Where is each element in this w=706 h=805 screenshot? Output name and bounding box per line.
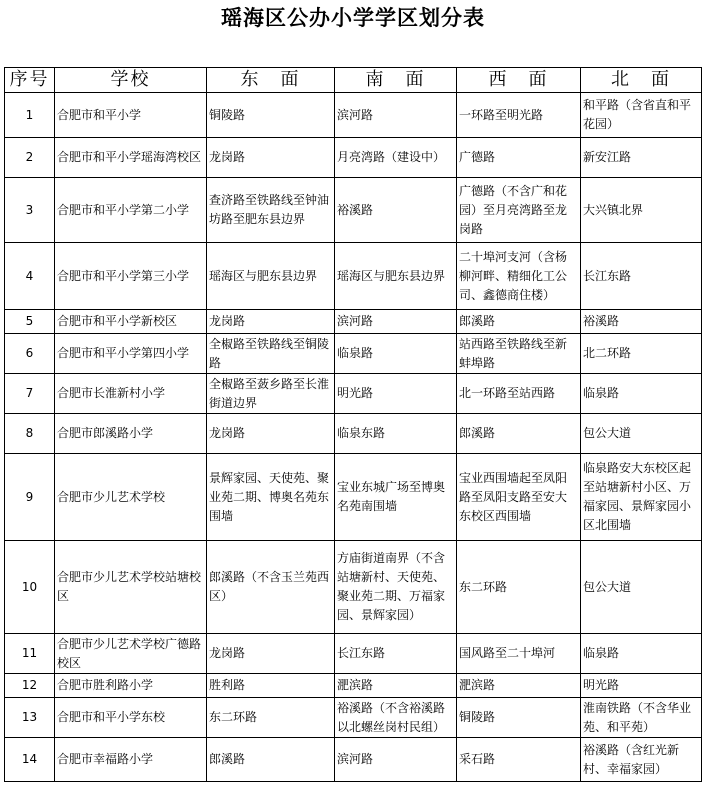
cell-west: 郎溪路 — [457, 414, 581, 454]
cell-index: 5 — [5, 310, 55, 334]
cell-north: 包公大道 — [581, 414, 702, 454]
cell-north: 明光路 — [581, 674, 702, 698]
cell-north: 北二环路 — [581, 334, 702, 374]
cell-index: 12 — [5, 674, 55, 698]
cell-north: 淮南铁路（不含华业苑、和平苑） — [581, 698, 702, 738]
table-row — [5, 698, 702, 738]
cell-south: 月亮湾路（建设中） — [335, 138, 457, 178]
cell-north: 裕溪路 — [581, 310, 702, 334]
cell-east: 景辉家园、天使苑、聚业苑二期、博奥名苑东围墙 — [207, 454, 335, 541]
cell-east: 龙岗路 — [207, 634, 335, 674]
cell-index: 7 — [5, 374, 55, 414]
cell-east: 查济路至铁路线至钟油坊路至肥东县边界 — [207, 178, 335, 243]
cell-school: 合肥市胜利路小学 — [55, 674, 207, 698]
cell-school: 合肥市和平小学新校区 — [55, 310, 207, 334]
cell-south: 裕溪路（不含裕溪路以北螺丝岗村民组） — [335, 698, 457, 738]
header-school: 学校 — [55, 68, 207, 93]
cell-school: 合肥市和平小学第三小学 — [55, 243, 207, 310]
cell-school: 合肥市和平小学第二小学 — [55, 178, 207, 243]
cell-west: 站西路至铁路线至新蚌埠路 — [457, 334, 581, 374]
cell-index: 14 — [5, 738, 55, 782]
cell-index: 8 — [5, 414, 55, 454]
cell-north: 大兴镇北界 — [581, 178, 702, 243]
cell-index: 3 — [5, 178, 55, 243]
cell-south: 长江东路 — [335, 634, 457, 674]
cell-west: 北一环路至站西路 — [457, 374, 581, 414]
cell-south: 淝滨路 — [335, 674, 457, 698]
cell-south: 滨河路 — [335, 738, 457, 782]
cell-south: 临泉东路 — [335, 414, 457, 454]
cell-east: 龙岗路 — [207, 310, 335, 334]
cell-east: 胜利路 — [207, 674, 335, 698]
header-north: 北 面 — [581, 68, 702, 93]
cell-north: 临泉路安大东校区起至站塘新村小区、万福家园、景辉家园小区北围墙 — [581, 454, 702, 541]
cell-east: 龙岗路 — [207, 138, 335, 178]
cell-east: 铜陵路 — [207, 93, 335, 138]
cell-east: 郎溪路（不含玉兰苑西区） — [207, 541, 335, 634]
cell-north: 和平路（含省直和平花园） — [581, 93, 702, 138]
header-south: 南 面 — [335, 68, 457, 93]
cell-school: 合肥市少儿艺术学校站塘校区 — [55, 541, 207, 634]
cell-west: 二十埠河支河（含杨柳河畔、精细化工公司、鑫德商住楼） — [457, 243, 581, 310]
cell-south: 裕溪路 — [335, 178, 457, 243]
page-title: 瑶海区公办小学学区划分表 — [221, 5, 485, 30]
cell-north: 裕溪路（含红光新村、幸福家园） — [581, 738, 702, 782]
table-row — [5, 138, 702, 178]
cell-index: 13 — [5, 698, 55, 738]
table-row — [5, 334, 702, 374]
cell-school: 合肥市和平小学东校 — [55, 698, 207, 738]
cell-north: 临泉路 — [581, 374, 702, 414]
school-district-table — [4, 67, 702, 782]
cell-east: 龙岗路 — [207, 414, 335, 454]
cell-east: 郎溪路 — [207, 738, 335, 782]
cell-school: 合肥市幸福路小学 — [55, 738, 207, 782]
cell-south: 滨河路 — [335, 93, 457, 138]
cell-west: 东二环路 — [457, 541, 581, 634]
table-row — [5, 243, 702, 310]
cell-west: 郎溪路 — [457, 310, 581, 334]
table-row — [5, 178, 702, 243]
cell-west: 国风路至二十埠河 — [457, 634, 581, 674]
table-row — [5, 454, 702, 541]
cell-south: 滨河路 — [335, 310, 457, 334]
table-row — [5, 674, 702, 698]
cell-school: 合肥市长淮新村小学 — [55, 374, 207, 414]
header-index: 序号 — [5, 68, 55, 93]
header-east: 东 面 — [207, 68, 335, 93]
cell-school: 合肥市和平小学瑶海湾校区 — [55, 138, 207, 178]
cell-south: 临泉路 — [335, 334, 457, 374]
cell-index: 2 — [5, 138, 55, 178]
cell-school: 合肥市和平小学 — [55, 93, 207, 138]
cell-north: 新安江路 — [581, 138, 702, 178]
table-row — [5, 93, 702, 138]
cell-index: 4 — [5, 243, 55, 310]
cell-west: 广德路 — [457, 138, 581, 178]
cell-south: 瑶海区与肥东县边界 — [335, 243, 457, 310]
header-west: 西 面 — [457, 68, 581, 93]
cell-west: 铜陵路 — [457, 698, 581, 738]
cell-west: 一环路至明光路 — [457, 93, 581, 138]
cell-west: 广德路（不含广和花园）至月亮湾路至龙岗路 — [457, 178, 581, 243]
cell-school: 合肥市和平小学第四小学 — [55, 334, 207, 374]
cell-south: 宝业东城广场至博奥名苑南围墙 — [335, 454, 457, 541]
cell-index: 10 — [5, 541, 55, 634]
table-row — [5, 374, 702, 414]
cell-south: 明光路 — [335, 374, 457, 414]
cell-north: 长江东路 — [581, 243, 702, 310]
cell-school: 合肥市少儿艺术学校广德路校区 — [55, 634, 207, 674]
table-row — [5, 634, 702, 674]
table-row — [5, 310, 702, 334]
cell-index: 6 — [5, 334, 55, 374]
cell-index: 9 — [5, 454, 55, 541]
cell-west: 淝滨路 — [457, 674, 581, 698]
cell-west: 采石路 — [457, 738, 581, 782]
cell-east: 东二环路 — [207, 698, 335, 738]
table-row — [5, 414, 702, 454]
table-header-row — [5, 68, 702, 93]
cell-south: 方庙街道南界（不含站塘新村、天使苑、聚业苑二期、万福家园、景辉家园） — [335, 541, 457, 634]
cell-east: 全椒路至蔹乡路至长淮街道边界 — [207, 374, 335, 414]
table-row — [5, 541, 702, 634]
cell-school: 合肥市郎溪路小学 — [55, 414, 207, 454]
cell-west: 宝业西围墙起至凤阳路至凤阳支路至安大东校区西围墙 — [457, 454, 581, 541]
cell-school: 合肥市少儿艺术学校 — [55, 454, 207, 541]
cell-east: 瑶海区与肥东县边界 — [207, 243, 335, 310]
cell-east: 全椒路至铁路线至铜陵路 — [207, 334, 335, 374]
cell-north: 临泉路 — [581, 634, 702, 674]
cell-north: 包公大道 — [581, 541, 702, 634]
cell-index: 11 — [5, 634, 55, 674]
cell-index: 1 — [5, 93, 55, 138]
table-row — [5, 738, 702, 782]
